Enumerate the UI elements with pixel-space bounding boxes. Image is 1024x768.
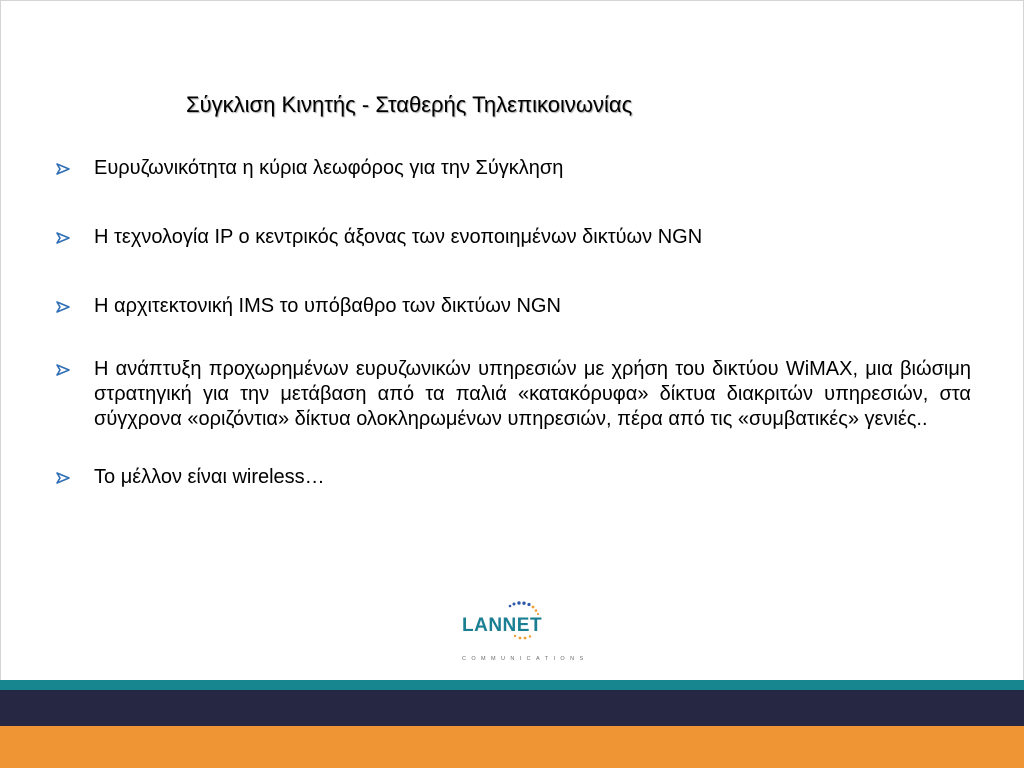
bullet-list (56, 156, 971, 490)
bullet-item (56, 156, 971, 181)
lannet-logo (458, 600, 589, 668)
logo-wordmark: LANNET (462, 615, 543, 636)
logo-subtitle: COMMUNICATIONS (462, 656, 589, 662)
bullet-text: Η ανάπτυξη προχωρημένων ευρυζωνικών υπηρεσιών με χρήση του δικτύου WiMAX, μια βιώσιμη στρατηγική για την μετάβαση από τα παλιά «κατακόρυφα» δίκτυα διακριτών υπηρεσιών, στα σύγχρονα «οριζόντια» δίκτυα ολοκληρωμένων υπηρεσιών, πέρα από τις «συμβατικές» γενιές.. (94, 358, 971, 430)
slide-title: Σύγκλιση Κινητής - Σταθερής Τηλεπικοινωνίας (186, 92, 633, 117)
arrow-bullet-icon (56, 357, 94, 382)
arrow-bullet-icon (56, 465, 94, 490)
footer-band-teal (0, 680, 1024, 690)
arrow-bullet-icon (56, 294, 94, 319)
footer-band-navy (0, 690, 1024, 726)
bullet-item (56, 465, 971, 490)
bullet-item (56, 225, 971, 250)
arrow-bullet-icon (56, 156, 94, 181)
bullet-text: Η τεχνολογία IP ο κεντρικός άξονας των ενοποιημένων δικτύων NGN (94, 226, 703, 248)
bullet-item (56, 294, 971, 319)
bullet-text: Ευρυζωνικότητα η κύρια λεωφόρος για την Σύγκληση (94, 157, 564, 179)
bullet-item (56, 357, 971, 432)
bullet-text: Η αρχιτεκτονική IMS το υπόβαθρο των δικτύων NGN (94, 295, 561, 317)
bullet-text: Το μέλλον είναι wireless… (94, 466, 325, 488)
footer-band-orange (0, 726, 1024, 768)
arrow-bullet-icon (56, 225, 94, 250)
